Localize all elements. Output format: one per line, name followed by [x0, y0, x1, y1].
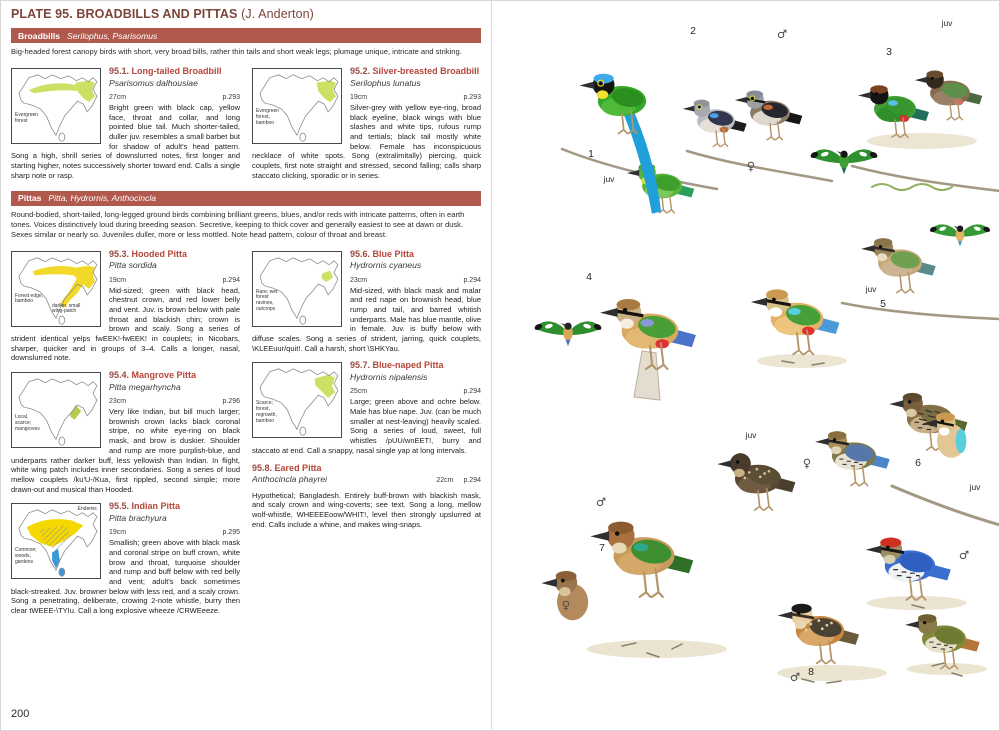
plate-label-sex: ♂	[776, 27, 788, 41]
bird-long-tailed-broadbill-juvenile	[627, 163, 694, 212]
species-sci-name: Psarisomus dalhousiae	[109, 77, 198, 88]
species-size: 19cm	[350, 94, 368, 102]
bird-blue-pitta-male	[866, 538, 951, 600]
bird-blue-pitta-female	[815, 431, 890, 485]
plate-label-7: 7	[599, 542, 605, 554]
range-map-95-1	[11, 68, 101, 144]
species-size: 23cm	[109, 398, 127, 406]
bird-hooded-pitta-adult	[858, 85, 929, 137]
section-label: Broadbills	[18, 30, 61, 41]
plate-label-juv: juv	[603, 174, 615, 184]
range-map-95-5	[11, 503, 101, 579]
section-genera: Pitta, Hydrornis, Anthocincla	[48, 193, 157, 203]
bird-indian-pitta-flying	[929, 224, 991, 246]
species-number: 95.1.	[109, 66, 130, 77]
species-description: Silver-grey with yellow eye-ring, broad black eyeline, black wings with blue slashes and white tips, rufous rump and tertials; black tail mostly white below. Female has inconspicuous necklace of white spots. Song (extralimitally) piercing, quick couplets, first note straight and stressed, second falling; calls sharp staccato clicking, sporadic or in series.	[252, 103, 481, 180]
species-sci-name: Pitta sordida	[109, 260, 157, 271]
bird-indian-pitta	[751, 289, 840, 354]
species-name: Hooded Pitta	[131, 248, 188, 259]
bird-silver-breasted-broadbill-male	[735, 90, 802, 139]
species-entry-95-5	[11, 501, 240, 615]
bird-blue-naped-pitta-female	[541, 571, 588, 620]
species-pageref: p.294	[463, 477, 481, 485]
species-size: 23cm	[350, 276, 368, 284]
species-pageref: p.296	[222, 398, 240, 406]
plate-label-3: 3	[886, 46, 892, 58]
species-name: Long-tailed Broadbill	[131, 66, 222, 77]
plate-label-5: 5	[880, 298, 886, 310]
plate-label-sex: ♂	[595, 495, 607, 509]
species-sci-name: Pitta megarhyncha	[109, 381, 181, 392]
species-pageref: p.294	[463, 388, 481, 396]
map-caption: Scarce; forest, regrowth, bamboo	[256, 400, 277, 424]
species-sci-name: Serilophus lunatus	[350, 77, 421, 88]
species-sci-name: Hydrornis nipalensis	[350, 372, 428, 383]
bird-mangrove-pitta-flying	[534, 321, 603, 346]
plate-label-sex: ♀	[561, 598, 571, 612]
species-description: Hypothetical; Bangladesh. Entirely buff-brown with blackish mask, and scaly crown and wing-coverts; see text. Song a long, mellow wolf-whistle, WHEEEEoow/WHIT!, level then strongly upslurred at end. Calls include a whine, and makes wing-snaps.	[252, 490, 481, 529]
species-description: Bright green with black cap, yellow face, throat and collar, and long pointed blue tail. Much shorter-tailed, duller juv. resembles a small barbet but for shadow of adult's head pattern. Song a high, shrill series of downslurred notes, first longer and starting higher, notes successively shorter toward end. Calls a single sharp note or rasp.	[11, 103, 240, 180]
species-entry-95-3	[11, 249, 240, 363]
species-entry-95-6	[252, 249, 481, 354]
bird-eared-pitta-male	[777, 604, 859, 664]
range-map-95-6	[252, 251, 342, 327]
species-description: Very like Indian, but bill much larger; brownish crown lacks black coronal stripe, no white eye-ring on black mask, and brow is duskier. Shoulder and rump are more purplish-blue, and underparts rather darker buff, less yellowish than Indian. In flight, white wing patch includes inner secondaries. Song a series of loud mellow couplets /ku'U-/Kua, first rippled, second simple; more drawn-out and musical than Hooded.	[11, 407, 240, 494]
species-description: Large; green above and ochre below. Male has blue nape. Juv. (can be much smaller at nest-leaving) heavily scaled. Song a series of loud, sweet, full whistles /pUU/wnEET!, burry and staccato at end. Call a snappy, nasal single yap at long intervals.	[252, 397, 481, 455]
plate-label-1: 1	[588, 148, 594, 160]
section-bar-broadbills	[11, 28, 481, 43]
map-caption: Forest edge, bamboo	[15, 292, 44, 305]
species-description: Smallish; green above with black mask and coronal stripe on buff crown, white brow and throat, turquoise shoulder and rump and buff below with red belly and vent; adult's back sometimes black-streaked. Juv. browner below with less red, and a scaly crown. Song a penetrating, deliberate, crowing 2-note whistle, burry then clear tWEEE-\TYIu. Call a long explosive wheeze /CRWEeeze.	[11, 538, 240, 615]
range-map-95-7	[252, 362, 342, 438]
species-name: Eared Pitta	[274, 462, 322, 473]
page-number: 200	[11, 708, 30, 720]
plate-label-sex: ♀	[746, 159, 756, 173]
plate-label-8: 8	[808, 666, 814, 678]
species-number: 95.7.	[350, 360, 371, 371]
species-size: 25cm	[350, 388, 368, 396]
bird-eared-pitta-female	[905, 614, 980, 668]
bird-indian-pitta-juvenile	[861, 238, 936, 292]
species-name: Indian Pitta	[131, 501, 181, 512]
species-number: 95.8.	[252, 462, 273, 473]
species-entry-95-4	[11, 370, 240, 494]
section-bar-pittas	[11, 191, 481, 206]
species-number: 95.5.	[109, 501, 130, 512]
species-sci-name: Anthocincla phayrei	[252, 474, 328, 485]
species-size: 22cm	[436, 477, 454, 485]
text-page	[1, 1, 491, 731]
section-intro-pittas: Round-bodied, short-tailed, long-legged ground birds combining brilliant greens, blues, and/or reds with intricate patterns, often in earth tones. Voices distinctively loud during breeding season. Secretive, keeping to thick cover and generally easiest to see at dawn or dusk. Sexes similar or nearly so. Juveniles duller, more or less mottled. Note head pattern, colour of throat and breast.	[11, 209, 465, 239]
bird-long-tailed-broadbill-adult	[579, 74, 661, 214]
species-number: 95.4.	[109, 370, 130, 381]
plate-label-sex: ♂	[958, 548, 970, 562]
plate-credit: (J. Anderton)	[241, 7, 314, 21]
species-sci-name: Hydrornis cyaneus	[350, 260, 422, 271]
species-pageref: p.295	[222, 529, 240, 537]
plate-label-juv: juv	[745, 430, 757, 440]
species-entry-95-1	[11, 66, 240, 180]
plate-label-4: 4	[586, 271, 592, 283]
map-caption: Evergreen forest, bamboo	[256, 108, 280, 126]
plate-label-2: 2	[690, 25, 696, 37]
species-pageref: p.293	[222, 94, 240, 102]
page-title	[11, 7, 481, 21]
species-pageref: p.294	[463, 276, 481, 284]
plate-page	[492, 1, 1000, 731]
plate-label-juv: juv	[969, 482, 981, 492]
map-caption: Common; woods, gardens	[15, 547, 37, 565]
map-caption: Local, scarce; mangroves	[15, 414, 40, 432]
bird-blue-naped-pitta-juvenile	[717, 453, 795, 510]
range-map-95-2	[252, 68, 342, 144]
map-note: darker, small wing-patch	[52, 302, 81, 315]
species-name: Blue Pitta	[372, 248, 415, 259]
section-label: Pittas	[18, 193, 42, 203]
section-intro-broadbills: Big-headed forest canopy birds with short, very broad bills, rather thin tails and short weak legs; plumage unique, intricate and striking.	[11, 47, 462, 56]
map-caption: Rare; wet forest ravines, outcrops	[256, 288, 278, 312]
species-number: 95.3.	[109, 248, 130, 259]
plate-label-juv: juv	[941, 18, 953, 28]
plate-label-sex: ♀	[802, 456, 812, 470]
bird-blue-naped-pitta-male	[590, 522, 693, 597]
range-map-95-3	[11, 251, 101, 327]
species-number: 95.6.	[350, 248, 371, 259]
species-entry-95-2	[252, 66, 481, 180]
species-description: Mid-sized; green with black head, chestnut crown, and red lower belly and vent. Juv. is brown below with pale throat and blackish chin; crown is brown and scaly. Song a series of strident identical yelps fwEEK!-fwEEK! in couplets; in Nicobars, sharper, quicker and in groups of 3–4. Calls a longer, nasal, downslurred note.	[11, 285, 240, 363]
species-entry-95-7	[252, 360, 481, 455]
map-endemic-tag: Endemic	[77, 506, 97, 513]
plate-label-6: 6	[915, 457, 921, 469]
plate-title-text: PLATE 95. BROADBILLS AND PITTAS	[11, 7, 238, 21]
species-name: Silver-breasted Broadbill	[372, 66, 480, 77]
species-sci-name: Pitta brachyura	[109, 512, 167, 523]
species-size: 19cm	[109, 276, 127, 284]
plate-label-sex: ♂	[789, 670, 801, 684]
species-pageref: p.294	[222, 276, 240, 284]
species-pageref: p.293	[463, 94, 481, 102]
map-caption: Evergreen forest	[15, 112, 39, 124]
species-entry-95-8	[252, 463, 481, 530]
species-name: Mangrove Pitta	[131, 370, 197, 381]
species-size: 27cm	[109, 94, 127, 102]
plate-label-juv: juv	[865, 284, 877, 294]
range-map-95-4	[11, 372, 101, 448]
section-genera: Serilophus, Psarisomus	[67, 30, 158, 41]
species-number: 95.2.	[350, 66, 371, 77]
plate-illustration	[492, 1, 1000, 731]
species-name: Blue-naped Pitta	[372, 360, 444, 371]
species-description: Mid-sized, with black mask and malar and red nape on brownish head, blue rump and tail, and barred whitish underparts. Male has blue mantle, olive in female. Juv. is buffy below with diffuse scales. Song a series of strident, jarring, quick couplets, \KLEEuur/quit!. Call a harsh, short \SHKYau.	[252, 285, 481, 353]
bird-silver-breasted-broadbill-female	[683, 100, 747, 147]
species-size: 19cm	[109, 529, 127, 537]
